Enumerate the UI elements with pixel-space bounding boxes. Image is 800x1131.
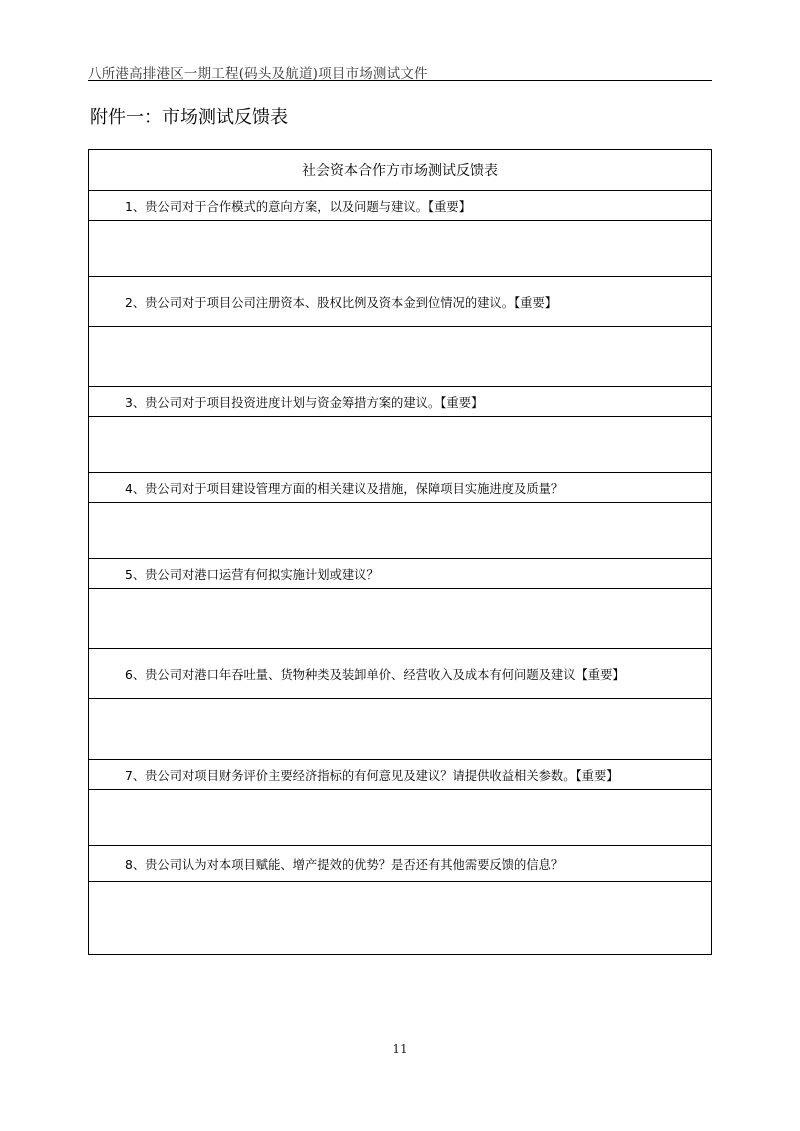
- question-row-8: [89, 846, 712, 882]
- question-row-5: [89, 559, 712, 589]
- feedback-table: [88, 149, 712, 955]
- question-6: 6、贵公司对港口年吞吐量、货物种类及装卸单价、经营收入及成本有何问题及建议【重要】: [89, 649, 712, 699]
- answer-row-4: [89, 503, 712, 559]
- answer-field-1[interactable]: [89, 221, 712, 277]
- question-row-2: [89, 277, 712, 327]
- page-number: 11: [392, 1042, 408, 1056]
- answer-row-3: [89, 417, 712, 473]
- question-1: 1、贵公司对于合作模式的意向方案，以及问题与建议。【重要】: [89, 191, 712, 221]
- question-8: 8、贵公司认为对本项目赋能、增产提效的优势？是否还有其他需要反馈的信息？: [89, 846, 712, 882]
- question-7: 7、贵公司对项目财务评价主要经济指标的有何意见及建议？请提供收益相关参数。【重要】: [89, 760, 712, 790]
- running-header: 八所港高排港区一期工程(码头及航道)项目市场测试文件: [88, 66, 428, 82]
- question-row-4: [89, 473, 712, 503]
- answer-row-6: [89, 699, 712, 760]
- question-2: 2、贵公司对于项目公司注册资本、股权比例及资本金到位情况的建议。【重要】: [89, 277, 712, 327]
- question-5: 5、贵公司对港口运营有何拟实施计划或建议？: [89, 559, 712, 589]
- question-row-1: [89, 191, 712, 221]
- answer-row-2: [89, 327, 712, 387]
- answer-field-5[interactable]: [89, 589, 712, 649]
- table-title: 社会资本合作方市场测试反馈表: [89, 150, 712, 191]
- answer-field-4[interactable]: [89, 503, 712, 559]
- header-rule: [88, 80, 712, 81]
- question-row-7: [89, 760, 712, 790]
- answer-row-5: [89, 589, 712, 649]
- question-4: 4、贵公司对于项目建设管理方面的相关建议及措施，保障项目实施进度及质量？: [89, 473, 712, 503]
- question-3: 3、贵公司对于项目投资进度计划与资金筹措方案的建议。【重要】: [89, 387, 712, 417]
- table-title-row: [89, 150, 712, 191]
- question-row-6: [89, 649, 712, 699]
- answer-row-7: [89, 790, 712, 846]
- answer-field-7[interactable]: [89, 790, 712, 846]
- answer-row-8: [89, 882, 712, 955]
- answer-field-3[interactable]: [89, 417, 712, 473]
- answer-row-1: [89, 221, 712, 277]
- answer-field-6[interactable]: [89, 699, 712, 760]
- answer-field-8[interactable]: [89, 882, 712, 955]
- answer-field-2[interactable]: [89, 327, 712, 387]
- annex-title: 附件一：市场测试反馈表: [90, 107, 288, 128]
- question-row-3: [89, 387, 712, 417]
